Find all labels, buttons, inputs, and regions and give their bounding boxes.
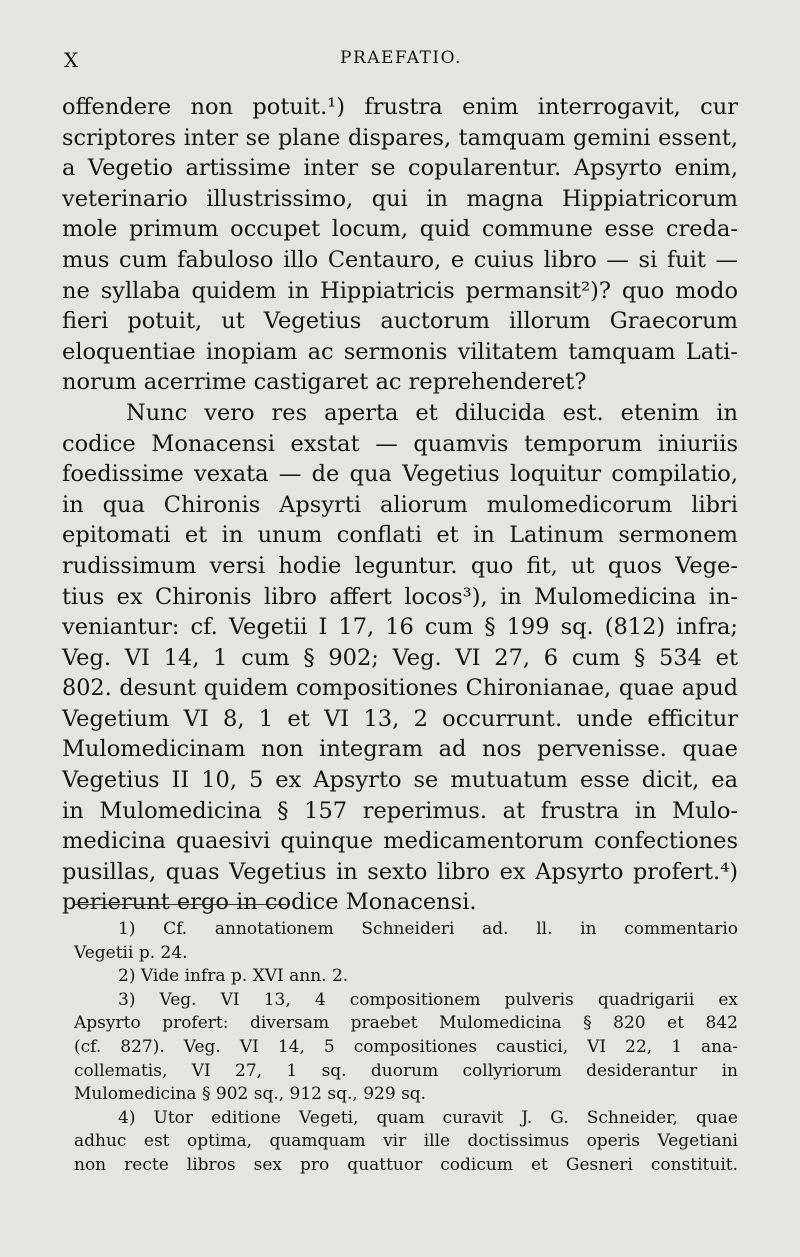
- body-line: eloquentiae inopiam ac sermonis vilitatem tamquam Lati-: [62, 338, 738, 365]
- body-line: ne syllaba quidem in Hippiatricis permansit²)? quo modo: [62, 277, 738, 304]
- body-line: mus cum fabuloso illo Centauro, e cuius libro — si fuit —: [62, 246, 738, 273]
- footnote-line: adhuc est optima, quamquam vir ille doctissimus operis Vegetiani: [74, 1131, 738, 1152]
- body-line: codice Monacensi exstat — quamvis temporum iniuriis: [62, 430, 738, 457]
- body-line: norum acerrime castigaret ac reprehenderet?: [62, 369, 587, 396]
- body-line: veterinario illustrissimo, qui in magna Hippiatricorum: [62, 185, 738, 212]
- footnote-line: Vegetii p. 24.: [74, 942, 188, 963]
- running-head: [64, 48, 738, 74]
- body-line: offendere non potuit.¹) frustra enim interrogavit, cur: [62, 94, 738, 120]
- footnote-line: Mulomedicina § 902 sq., 912 sq., 929 sq.: [74, 1084, 427, 1105]
- body-line: pusillas, quas Vegetius in sexto libro ex Apsyrto profert.⁴): [62, 858, 738, 885]
- body-line: rudissimum versi hodie leguntur. quo fit, ut quos Vege-: [62, 552, 738, 579]
- page-number: X: [64, 48, 80, 72]
- footnote-divider: [74, 904, 286, 905]
- body-line: a Vegetio artissime inter se copularentur. Apsyrto enim,: [62, 155, 738, 182]
- body-text: [62, 92, 738, 918]
- body-line: scriptores inter se plane dispares, tamquam gemini essent,: [62, 124, 738, 151]
- footnote-line: 2) Vide infra p. XVI ann. 2.: [118, 966, 349, 987]
- body-line: Mulomedicinam non integram ad nos pervenisse. quae: [62, 736, 738, 763]
- body-line: in qua Chironis Apsyrti aliorum mulomedicorum libri: [62, 491, 738, 518]
- body-line: Veg. VI 14, 1 cum § 902; Veg. VI 27, 6 cum § 534 et: [62, 644, 738, 671]
- footnote-line: (cf. 827). Veg. VI 14, 5 compositiones caustici, VI 22, 1 ana-: [74, 1036, 738, 1057]
- body-line: mole primum occupet locum, quid commune esse creda-: [62, 216, 738, 243]
- footnotes: [74, 918, 738, 1178]
- body-line: Vegetium VI 8, 1 et VI 13, 2 occurrunt. unde efficitur: [62, 705, 738, 732]
- body-line: medicina quaesivi quinque medicamentorum confectiones: [62, 828, 738, 855]
- footnote-line: 1) Cf. annotationem Schneideri ad. ll. in commentario: [118, 919, 738, 939]
- footnote-line: non recte libros sex pro quattuor codicum et Gesneri constituit.: [74, 1154, 738, 1175]
- body-line: 802. desunt quidem compositiones Chironianae, quae apud: [62, 675, 738, 702]
- body-line: tius ex Chironis libro affert locos³), in Mulomedicina in-: [62, 583, 738, 610]
- body-line: veniantur: cf. Vegetii I 17, 16 cum § 199 sq. (812) infra;: [62, 614, 738, 641]
- footnote-line: Apsyrto profert: diversam praebet Mulomedicina § 820 et 842: [74, 1013, 738, 1034]
- running-title: PRAEFATIO.: [340, 48, 462, 68]
- body-line: in Mulomedicina § 157 reperimus. at frustra in Mulo-: [62, 797, 738, 824]
- footnote-line: collematis, VI 27, 1 sq. duorum collyriorum desiderantur in: [74, 1060, 738, 1081]
- footnote-line: 4) Utor editione Vegeti, quam curavit J. G. Schneider, quae: [118, 1107, 738, 1128]
- body-line: epitomati et in unum conflati et in Latinum sermonem: [62, 522, 738, 549]
- body-line: Vegetius II 10, 5 ex Apsyrto se mutuatum esse dicit, ea: [62, 767, 738, 794]
- footnote-line: 3) Veg. VI 13, 4 compositionem pulveris quadrigarii ex: [118, 989, 738, 1010]
- body-line: fieri potuit, ut Vegetius auctorum illorum Graecorum: [62, 308, 738, 335]
- body-line: perierunt ergo in codice Monacensi.: [62, 889, 477, 916]
- body-line: Nunc vero res aperta et dilucida est. etenim in: [126, 399, 738, 426]
- body-line: foedissime vexata — de qua Vegetius loquitur compilatio,: [62, 461, 738, 488]
